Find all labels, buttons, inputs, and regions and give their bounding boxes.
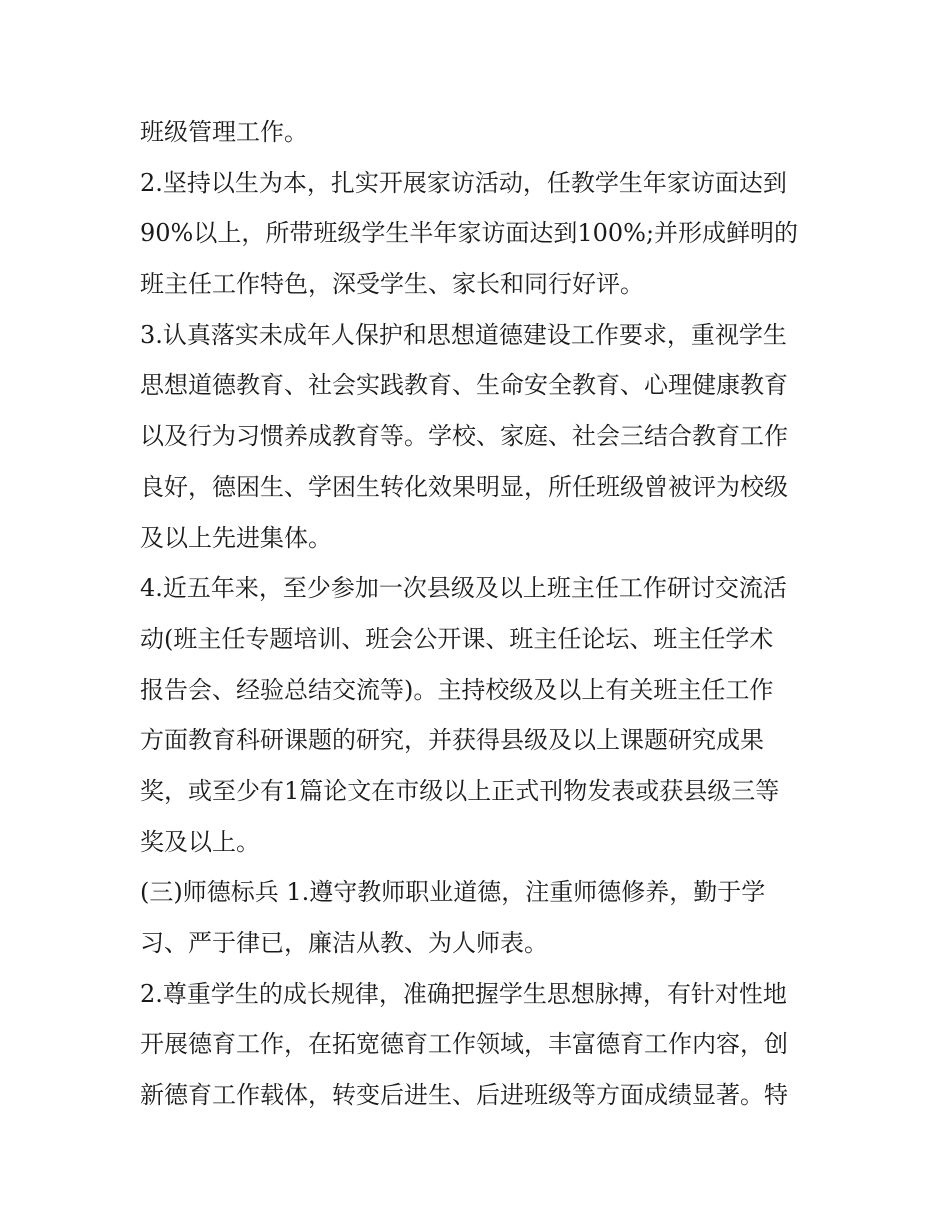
- text-line: 奖，或至少有1篇论文在市级以上正式刊物发表或获县级三等: [140, 776, 780, 805]
- text-line: 班主任工作特色，深受学生、家长和同行好评。: [140, 270, 644, 299]
- text-line: 良好，德困生、学困生转化效果明显，所任班级曾被评为校级: [140, 472, 788, 501]
- text-line: 新德育工作载体，转变后进生、后进班级等方面成绩显著。特: [140, 1081, 788, 1110]
- text-line: 3.认真落实未成年人保护和思想道德建设工作要求，重视学生: [140, 320, 787, 349]
- text-line: 奖及以上。: [140, 827, 260, 856]
- text-line: 习、严于律已，廉洁从教、为人师表。: [140, 929, 548, 957]
- text-line: 以及行为习惯养成教育等。学校、家庭、社会三结合教育工作: [140, 422, 788, 451]
- text-line: 2.尊重学生的成长规律，准确把握学生思想脉搏，有针对性地: [140, 979, 787, 1008]
- text-line: (三)师德标兵 1.遵守教师职业道德，注重师德修养，勤于学: [140, 878, 766, 907]
- text-line: 班级管理工作。: [140, 118, 308, 146]
- text-line: 4.近五年来，至少参加一次县级及以上班主任工作研讨交流活: [140, 574, 787, 603]
- text-line: 思想道德教育、社会实践教育、生命安全教育、心理健康教育: [140, 371, 788, 400]
- text-line: 报告会、经验总结交流等)。主持校级及以上有关班主任工作: [140, 675, 774, 704]
- text-line: 开展德育工作，在拓宽德育工作领域，丰富德育工作内容，创: [140, 1030, 788, 1059]
- text-line: 2.坚持以生为本，扎实开展家访活动，任教学生年家访面达到: [140, 168, 787, 197]
- document-body: [140, 107, 820, 1121]
- text-line: 方面教育科研课题的研究，并获得县级及以上课题研究成果: [140, 726, 764, 755]
- text-line: 动(班主任专题培训、班会公开课、班主任论坛、班主任学术: [140, 624, 774, 653]
- text-line: 90%以上，所带班级学生半年家访面达到100%;并形成鲜明的: [140, 219, 799, 248]
- text-line: 及以上先进集体。: [140, 523, 332, 552]
